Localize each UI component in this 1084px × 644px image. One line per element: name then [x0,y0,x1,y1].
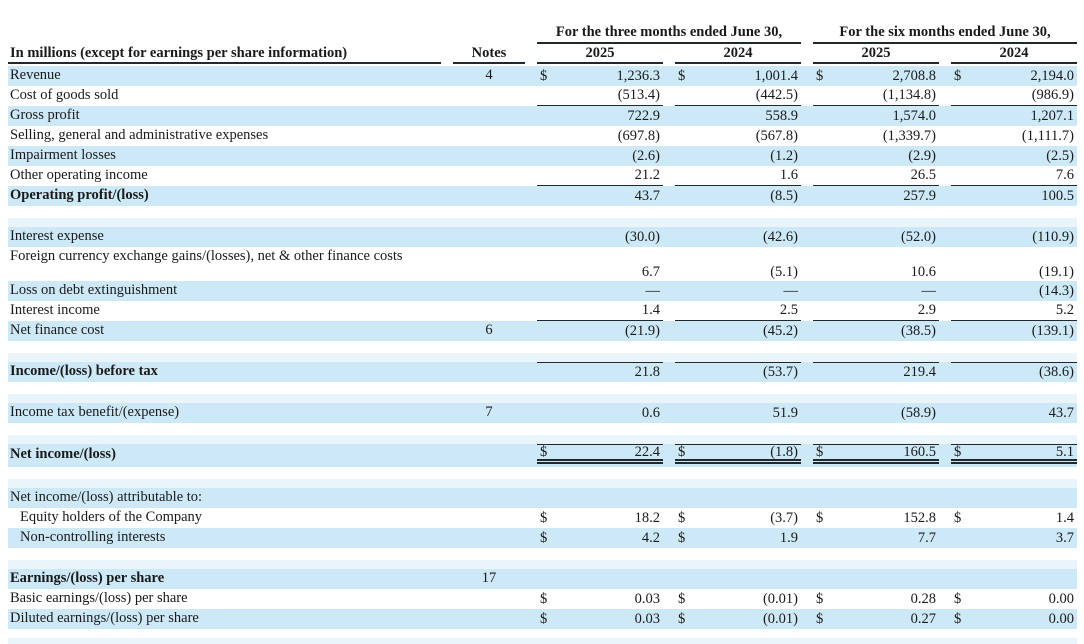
value-cell [813,403,939,423]
value-cell [675,589,801,609]
table-row [8,321,1077,341]
value-cell [813,488,939,508]
value-cell [675,146,801,166]
value-cell [951,166,1077,186]
dollar-sign: $ [540,443,548,460]
value-cell [951,186,1077,206]
cell-value: (1,134.8) [882,86,936,103]
value-cell [537,106,663,126]
value-cell [951,528,1077,548]
cell-value: (513.4) [617,86,660,103]
table-row [8,301,1077,321]
cell-value: 1,236.3 [616,67,660,84]
value-cell [813,569,939,589]
cell-value: 21.2 [634,166,660,183]
value-cell [813,321,939,341]
cell-value: (139.1) [1031,322,1074,339]
row-label: Income tax benefit/(expense) [10,404,180,420]
value-cell [537,362,663,382]
value-cell [951,126,1077,146]
dollar-sign: $ [954,509,962,526]
cell-value: 152.8 [903,509,936,526]
value-cell [951,301,1077,321]
value-cell [537,403,663,423]
cell-value: (52.0) [900,228,936,245]
cell-value: (8.5) [770,187,798,204]
cell-value: 7.6 [1055,166,1074,183]
value-cell [813,508,939,528]
cell-value: (1.2) [770,147,798,164]
column-group-three-months: For the three months ended June 30, [537,24,801,44]
dollar-sign: $ [540,509,548,526]
dollar-sign: $ [954,67,962,84]
row-label: Revenue [10,67,61,83]
value-cell [813,589,939,609]
value-cell [813,362,939,382]
row-label: Other operating income [10,167,148,183]
value-cell [537,86,663,106]
spacer-row-white [8,629,1077,638]
cell-value: 7.7 [917,529,936,546]
note-cell [453,106,525,126]
value-cell [951,569,1077,589]
cell-value: 6.7 [641,264,660,280]
value-cell [537,227,663,247]
value-cell [675,362,801,382]
cell-value: 1.4 [1055,509,1074,526]
cell-value: 0.03 [634,590,660,607]
value-cell [813,66,939,86]
cell-value: 18.2 [634,509,660,526]
note-cell: 4 [485,67,493,83]
table-row [8,508,1077,528]
header-year-6mo-2024: 2024 [951,44,1077,64]
value-cell [675,321,801,341]
note-cell [453,589,525,609]
note-cell [453,609,525,629]
cell-value: 43.7 [1048,404,1074,421]
spacer-row-tint [8,353,1077,362]
value-cell [537,589,663,609]
value-cell [951,362,1077,382]
dollar-sign: $ [540,590,548,607]
header-year-3mo-2025: 2025 [537,44,663,64]
cell-value: 0.00 [1048,610,1074,627]
dollar-sign: $ [954,610,962,627]
dollar-sign: $ [816,443,824,460]
value-cell [813,281,939,301]
table-row [8,186,1077,206]
cell-value: — [783,282,798,299]
value-cell [951,146,1077,166]
spacer-row-white [8,423,1077,435]
value-cell [951,321,1077,341]
table-row [8,66,1077,86]
dollar-sign: $ [678,610,686,627]
cell-value: 0.00 [1048,590,1074,607]
value-cell [675,247,801,281]
value-cell [813,247,939,281]
value-cell [537,569,663,589]
value-cell [537,609,663,629]
row-label: Loss on debt extinguishment [10,282,178,298]
dollar-sign: $ [954,443,962,460]
note-cell [453,362,525,382]
spacer-row-tint [8,560,1077,569]
value-cell [813,609,939,629]
value-cell [675,106,801,126]
value-cell [951,227,1077,247]
cell-value: (53.7) [762,363,798,380]
value-cell [813,444,939,464]
note-cell [453,301,525,321]
table-row [8,528,1077,548]
value-cell [951,609,1077,629]
cell-value: (42.6) [762,228,798,245]
value-cell [813,86,939,106]
note-cell [453,227,525,247]
table-header-groups-row [8,8,1077,44]
row-label: Gross profit [10,107,80,123]
dollar-sign: $ [678,529,686,546]
value-cell [537,301,663,321]
spacer-row-tint [8,218,1077,227]
row-label: Non-controlling interests [20,529,166,545]
note-cell [453,528,525,548]
dollar-sign: $ [816,610,824,627]
value-cell [537,247,663,281]
spacer-row-white [8,341,1077,353]
cell-value: (3.7) [770,509,798,526]
cell-value: 1,207.1 [1030,107,1074,124]
spacer-row-white [8,467,1077,479]
cell-value: 5.2 [1055,301,1074,318]
header-notes: Notes [453,44,525,64]
cell-value: 4.2 [641,529,660,546]
value-cell [537,488,663,508]
note-cell [453,281,525,301]
value-cell [951,488,1077,508]
cell-value: (697.8) [617,127,660,144]
header-year-3mo-2024: 2024 [675,44,801,64]
cell-value: 2,194.0 [1030,67,1074,84]
row-label: Net income/(loss) attributable to: [10,489,203,505]
dollar-sign: $ [540,67,548,84]
cell-value: 0.28 [910,590,936,607]
table-row [8,227,1077,247]
cell-value: 1,574.0 [892,107,936,124]
value-cell [537,281,663,301]
value-cell [813,146,939,166]
value-cell [537,166,663,186]
row-label: Earnings/(loss) per share [10,570,165,586]
row-label: Income/(loss) before tax [10,363,158,379]
table-row [8,86,1077,106]
cell-value: (2.5) [1046,147,1074,164]
value-cell [951,589,1077,609]
cell-value: 2.9 [917,301,936,318]
cell-value: 26.5 [910,166,936,183]
value-cell [813,126,939,146]
value-cell [951,86,1077,106]
cell-value: (2.6) [632,147,660,164]
value-cell [675,301,801,321]
cell-value: 3.7 [1055,529,1074,546]
value-cell [951,508,1077,528]
cell-value: 2,708.8 [892,67,936,84]
value-cell [675,186,801,206]
dollar-sign: $ [816,67,824,84]
table-body [8,66,1077,644]
row-label: Diluted earnings/(loss) per share [10,610,199,626]
table-row [8,247,1077,281]
cell-value: 43.7 [634,187,660,204]
note-cell: 6 [485,322,493,338]
value-cell [813,301,939,321]
value-cell [951,106,1077,126]
note-cell: 7 [485,404,493,420]
spacer-row-tint [8,394,1077,403]
cell-value: — [921,282,936,299]
dollar-sign: $ [540,610,548,627]
note-cell [453,508,525,528]
spacer-row-white [8,382,1077,394]
value-cell [675,166,801,186]
value-cell [537,321,663,341]
value-cell [675,528,801,548]
cell-value: (2.9) [908,147,936,164]
cell-value: (38.5) [900,322,936,339]
column-group-six-months: For the six months ended June 30, [813,24,1077,44]
value-cell [675,609,801,629]
table-row [8,281,1077,301]
cell-value: 1,001.4 [754,67,798,84]
table-row [8,488,1077,508]
value-cell [675,281,801,301]
note-cell: 17 [481,570,497,586]
dollar-sign: $ [816,509,824,526]
cell-value: 22.4 [634,443,660,460]
table-row [8,403,1077,423]
row-label: Net finance cost [10,322,105,338]
dollar-sign: $ [678,443,686,460]
value-cell [675,66,801,86]
row-label: Foreign currency exchange gains/(losses), net & other finance costs [10,248,403,264]
note-cell [453,86,525,106]
spacer-row-tint [8,435,1077,444]
cell-value: (45.2) [762,322,798,339]
spacer-row-tint [8,479,1077,488]
value-cell [675,444,801,464]
cell-value: 219.4 [903,363,936,380]
value-cell [537,186,663,206]
cell-value: 1.9 [779,529,798,546]
income-statement-table [8,8,1077,644]
cell-value: 160.5 [903,443,936,460]
cell-value: — [645,282,660,299]
table-row [8,609,1077,629]
dollar-sign: $ [678,509,686,526]
row-label: Interest income [10,302,100,318]
note-cell [453,146,525,166]
header-in-millions: In millions (except for earnings per share information) [8,44,441,64]
cell-value: (19.1) [1038,264,1074,280]
row-label: Equity holders of the Company [20,509,203,525]
cell-value: (0.01) [762,590,798,607]
cell-value: (21.9) [624,322,660,339]
cell-value: (1.8) [770,443,798,460]
cell-value: 722.9 [627,107,660,124]
spacer-row-white [8,206,1077,218]
table-row [8,362,1077,382]
table-row [8,569,1077,589]
cell-value: 0.27 [910,610,936,627]
table-row [8,166,1077,186]
cell-value: 1.6 [779,166,798,183]
value-cell [675,508,801,528]
cell-value: (30.0) [624,228,660,245]
value-cell [813,186,939,206]
value-cell [675,569,801,589]
dollar-sign: $ [678,67,686,84]
value-cell [951,444,1077,464]
table-row [8,106,1077,126]
cell-value: (5.1) [770,264,798,280]
cell-value: 51.9 [772,404,798,421]
table-row [8,126,1077,146]
cell-value: 10.6 [910,264,936,280]
cell-value: (986.9) [1031,86,1074,103]
value-cell [675,126,801,146]
value-cell [951,247,1077,281]
cell-value: (1,339.7) [882,127,936,144]
value-cell [537,444,663,464]
value-cell [537,66,663,86]
row-label: Operating profit/(loss) [10,187,149,203]
note-cell [453,488,525,508]
row-label: Selling, general and administrative expenses [10,127,269,143]
value-cell [675,86,801,106]
cell-value: 0.6 [641,404,660,421]
value-cell [675,488,801,508]
cell-value: 100.5 [1041,187,1074,204]
cell-value: (1,111.7) [1021,127,1074,144]
cell-value: (567.8) [755,127,798,144]
value-cell [537,146,663,166]
dollar-sign: $ [816,590,824,607]
cell-value: 21.8 [634,363,660,380]
cell-value: (38.6) [1038,363,1074,380]
header-year-6mo-2025: 2025 [813,44,939,64]
cell-value: (14.3) [1038,282,1074,299]
value-cell [675,227,801,247]
table-row [8,589,1077,609]
cell-value: (110.9) [1032,228,1074,245]
dollar-sign: $ [954,590,962,607]
value-cell [951,66,1077,86]
cell-value: (0.01) [762,610,798,627]
note-cell [453,247,525,281]
row-label: Impairment losses [10,147,116,163]
cell-value: 5.1 [1055,443,1074,460]
value-cell [813,106,939,126]
spacer-row-white [8,548,1077,560]
cell-value: (58.9) [900,404,936,421]
row-label: Cost of goods sold [10,87,119,103]
value-cell [537,508,663,528]
note-cell [453,186,525,206]
dollar-sign: $ [540,529,548,546]
value-cell [813,166,939,186]
cell-value: 2.5 [779,301,798,318]
value-cell [675,403,801,423]
row-label: Net income/(loss) [10,446,116,462]
value-cell [813,528,939,548]
value-cell [951,403,1077,423]
cell-value: (442.5) [755,86,798,103]
value-cell [537,126,663,146]
table-row [8,444,1077,467]
table-header-years-row [8,44,1077,64]
table-row [8,146,1077,166]
row-label: Interest expense [10,228,104,244]
note-cell [453,166,525,186]
cell-value: 0.03 [634,610,660,627]
note-cell [453,126,525,146]
cell-value: 1.4 [641,301,660,318]
value-cell [813,227,939,247]
value-cell [537,528,663,548]
cell-value: 558.9 [765,107,798,124]
cell-value: 257.9 [903,187,936,204]
dollar-sign: $ [678,590,686,607]
value-cell [951,281,1077,301]
spacer-row-tint [8,638,1077,644]
row-label: Basic earnings/(loss) per share [10,590,188,606]
